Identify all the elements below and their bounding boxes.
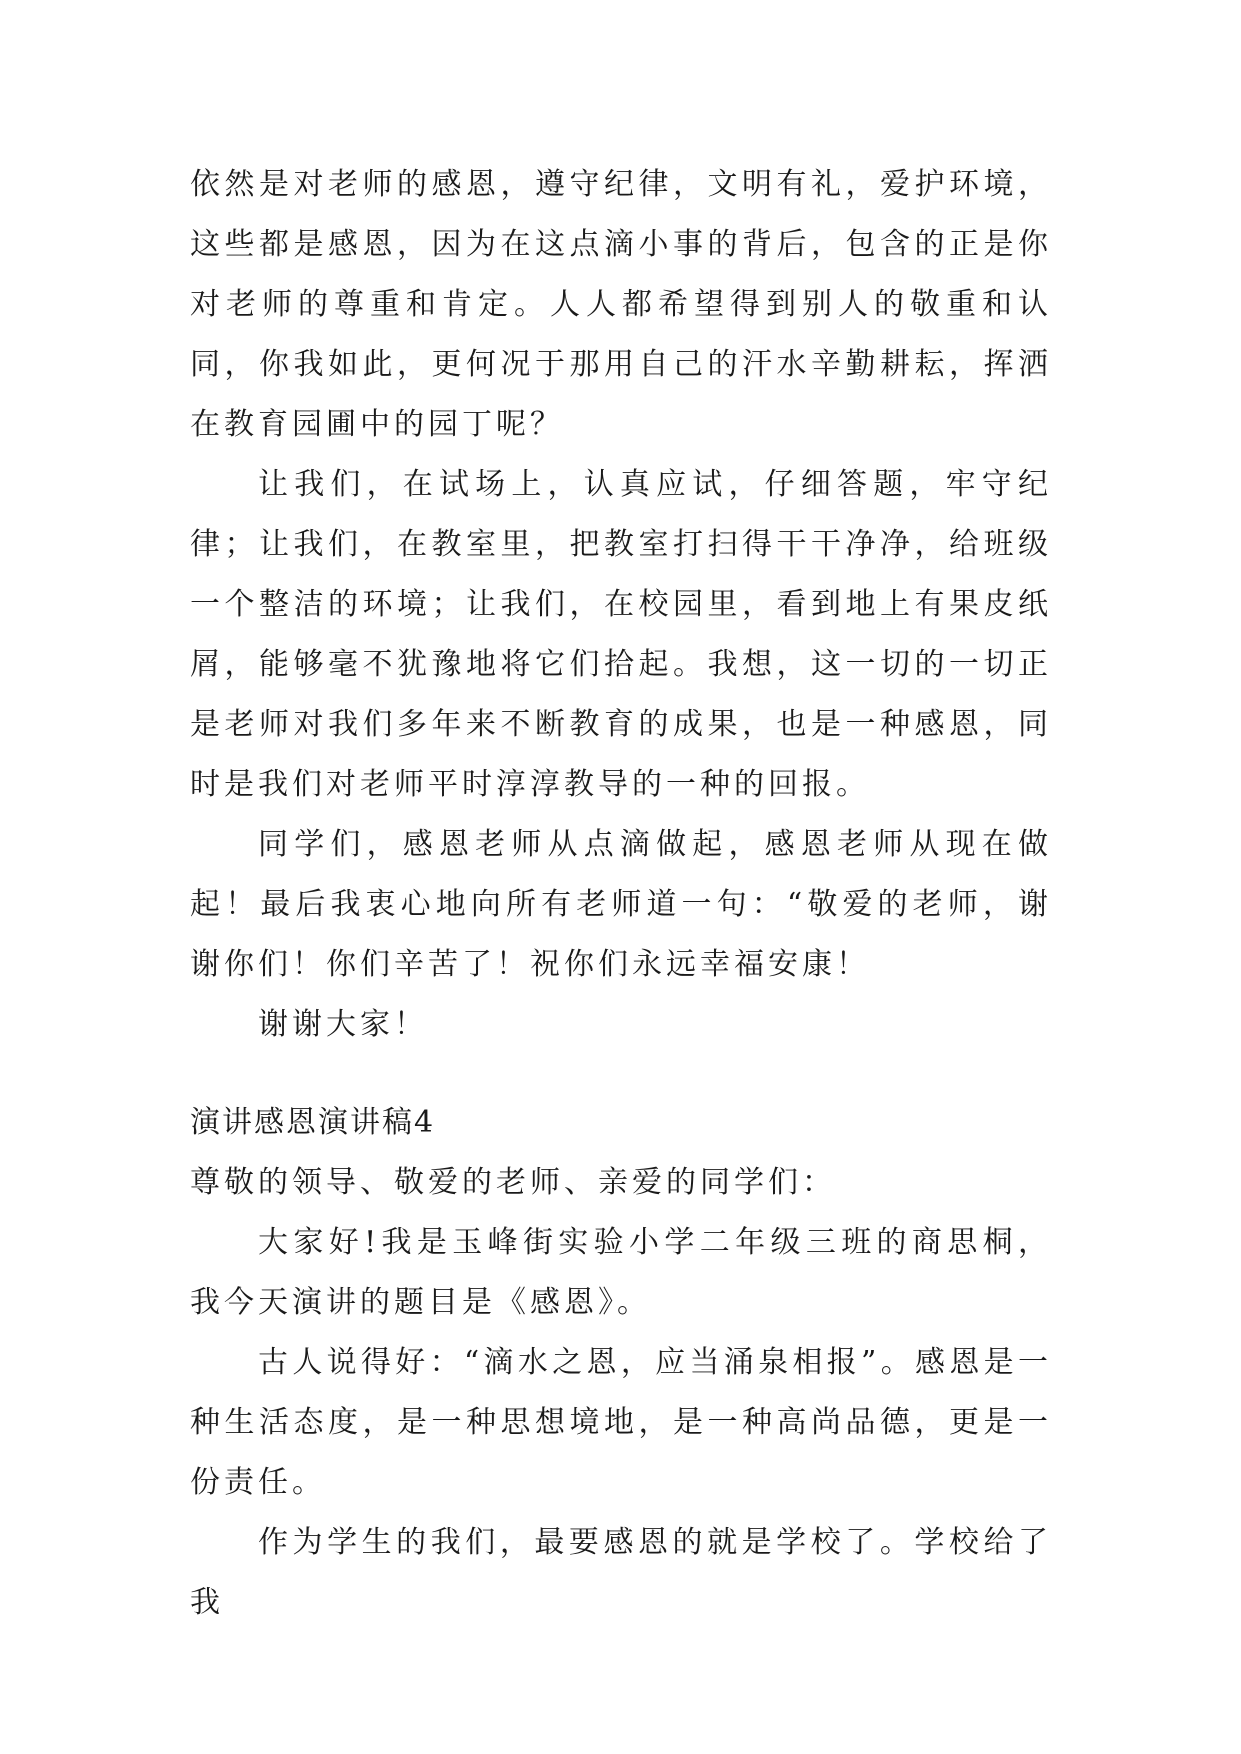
- document-body: [190, 155, 1052, 1633]
- paragraph-let-us: 让我们，在试场上，认真应试，仔细答题，牢守纪律；让我们，在教室里，把教室打扫得干干净净，给班级一个整洁的环境；让我们，在校园里，看到地上有果皮纸屑，能够毫不犹豫地将它们拾起。我想，这一切的一切正是老师对我们多年来不断教育的成果，也是一种感恩，同时是我们对老师平时淳淳教导的一种的回报。: [190, 467, 1052, 802]
- salutation: 尊敬的领导、敬爱的老师、亲爱的同学们：: [190, 1165, 836, 1200]
- paragraph-classmates: 同学们，感恩老师从点滴做起，感恩老师从现在做起！最后我衷心地向所有老师道一句：“敬爱的老师，谢谢你们！你们辛苦了！祝你们永远幸福安康！: [190, 827, 1052, 982]
- paragraph-thanks: 谢谢大家！: [258, 1007, 428, 1042]
- speech-title: 演讲感恩演讲稿4: [190, 1105, 436, 1140]
- paragraph-as-students: 作为学生的我们，最要感恩的就是学校了。学校给了我: [190, 1525, 1052, 1620]
- paragraph-ancient-saying: 古人说得好：“滴水之恩，应当涌泉相报”。感恩是一种生活态度，是一种思想境地，是一种高尚品德，更是一份责任。: [190, 1345, 1052, 1500]
- paragraph-gratitude-discipline: 依然是对老师的感恩，遵守纪律，文明有礼，爱护环境，这些都是感恩，因为在这点滴小事的背后，包含的正是你对老师的尊重和肯定。人人都希望得到别人的敬重和认同，你我如此，更何况于那用自己的汗水辛勤耕耘，挥洒在教育园圃中的园丁呢？: [190, 167, 1052, 442]
- paragraph-greeting: 大家好!我是玉峰街实验小学二年级三班的商思桐，我今天演讲的题目是《感恩》。: [190, 1225, 1052, 1320]
